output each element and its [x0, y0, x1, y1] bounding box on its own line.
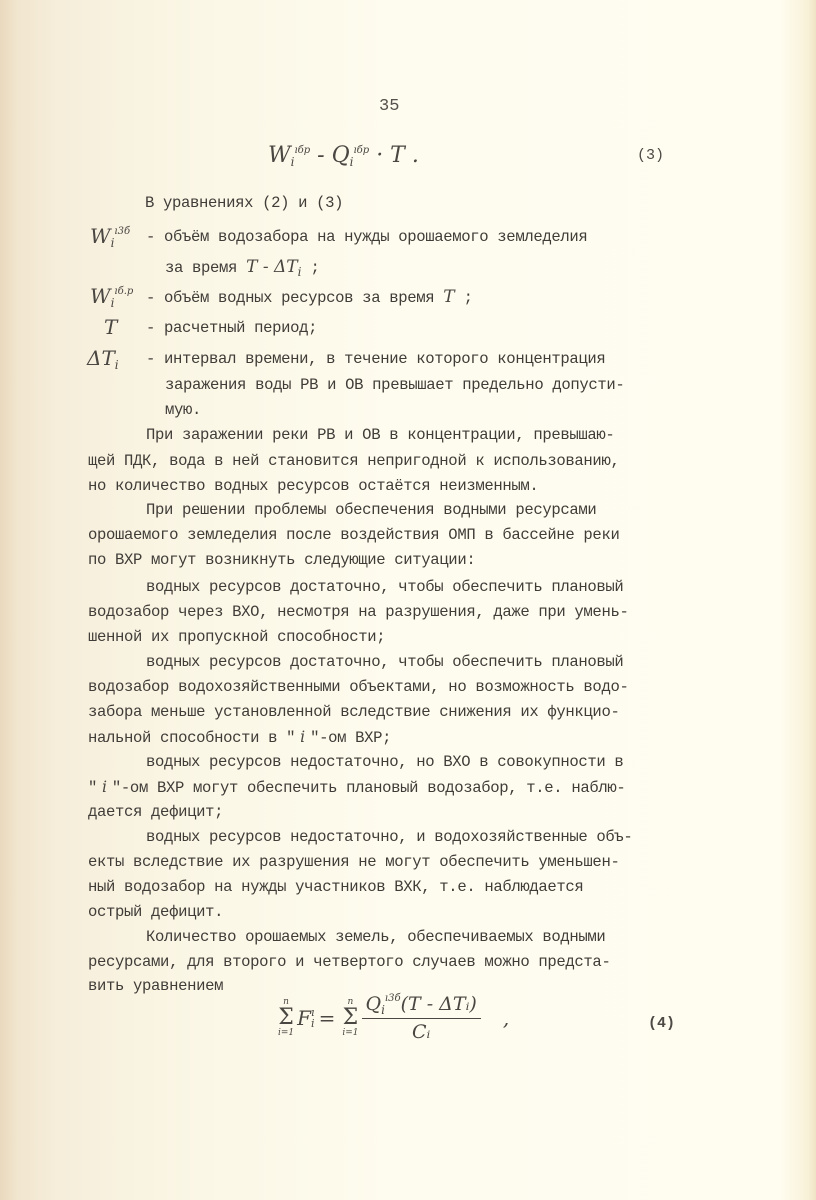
- equation-3: $W_i^{ıбр} - Q_i^{ıбр} \cdot T$ .: [268, 143, 419, 169]
- equation-4: n Σ i=1 F ı i = n Σ i=1 $\frac{Q_i^{ı3б}(T - \Delta Tᵢ)}{\text{Cᵢ}}$ ,: [278, 993, 510, 1043]
- definition-text: - интервал времени, в течение которого концентрация: [146, 350, 606, 368]
- paragraph-line: водных ресурсов недостаточно, и водохозяйственные объ-: [146, 828, 633, 846]
- def-symbol-t: T: [104, 315, 118, 339]
- paragraph-line: вить уравнением: [88, 977, 224, 995]
- definition-text: за время T - $\Delta T_i$ ;: [165, 257, 320, 279]
- paragraph-line: При решении проблемы обеспечения водными ресурсами: [146, 501, 597, 519]
- paragraph-line: по ВХР могут возникнуть следующие ситуации:: [88, 551, 476, 569]
- paragraph-line: водных ресурсов недостаточно, но ВХО в совокупности в: [146, 753, 624, 771]
- paragraph-line: водных ресурсов достаточно, чтобы обеспечить плановый: [146, 653, 624, 671]
- definition-text: мую.: [165, 401, 202, 419]
- paragraph-line: шенной их пропускной способности;: [88, 628, 386, 646]
- paragraph-line: щей ПДК, вода в ней становится непригодной к использованию,: [88, 452, 620, 470]
- paragraph-line: ресурсами, для второго и четвертого случаев можно предста-: [88, 953, 611, 971]
- definition-text: - объём водных ресурсов за время T ;: [146, 287, 473, 307]
- paragraph-line: " i "-ом ВХР могут обеспечить плановый водозабор, т.е. наблю-: [88, 778, 626, 797]
- paragraph-line: водозабор через ВХО, несмотря на разрушения, даже при умень-: [88, 603, 629, 621]
- equation-4-number: (4): [648, 1015, 676, 1032]
- intro-line: В уравнениях (2) и (3): [145, 194, 344, 212]
- definition-text: заражения воды РВ и ОВ превышает предельно допусти-: [165, 376, 625, 394]
- paragraph-line: забора меньше установленной вследствие снижения их функцио-: [88, 703, 620, 721]
- paragraph-line: но количество водных ресурсов остаётся неизменным.: [88, 477, 539, 495]
- definition-text: - объём водозабора на нужды орошаемого земледелия: [146, 228, 588, 246]
- paragraph-line: екты вследствие их разрушения не могут обеспечить уменьшен-: [88, 853, 620, 871]
- paragraph-line: орошаемого земледелия после воздействия ОМП в бассейне реки: [88, 526, 620, 544]
- paragraph-line: водозабор водохозяйственными объектами, но возможность водо-: [88, 678, 629, 696]
- def-symbol-w-br: $W_i^{ıб.р}$: [90, 284, 134, 310]
- paragraph-line: При заражении реки РВ и ОВ в концентрации, превышаю-: [146, 426, 615, 444]
- equation-3-number: (3): [637, 147, 665, 164]
- page-number: 35: [379, 97, 400, 116]
- paragraph-line: нальной способности в " i "-ом ВХР;: [88, 728, 392, 747]
- paragraph-line: острый дефицит.: [88, 903, 224, 921]
- paragraph-line: водных ресурсов достаточно, чтобы обеспечить плановый: [146, 578, 624, 596]
- paragraph-line: ный водозабор на нужды участников ВХК, т.е. наблюдается: [88, 878, 584, 896]
- definition-text: - расчетный период;: [146, 319, 318, 337]
- paragraph-line: Количество орошаемых земель, обеспечиваемых водными: [146, 928, 606, 946]
- def-symbol-delta-t: $\Delta T_i$: [87, 346, 119, 372]
- sum-symbol: n Σ i=1: [278, 997, 295, 1038]
- paragraph-line: дается дефицит;: [88, 803, 224, 821]
- def-symbol-w-izb: $W_i^{ı3б}$: [90, 224, 131, 250]
- fraction: $\frac{Q_i^{ı3б}(T - \Delta Tᵢ)}{\text{Cᵢ}}$: [362, 993, 481, 1043]
- sum-symbol: n Σ i=1: [342, 997, 359, 1038]
